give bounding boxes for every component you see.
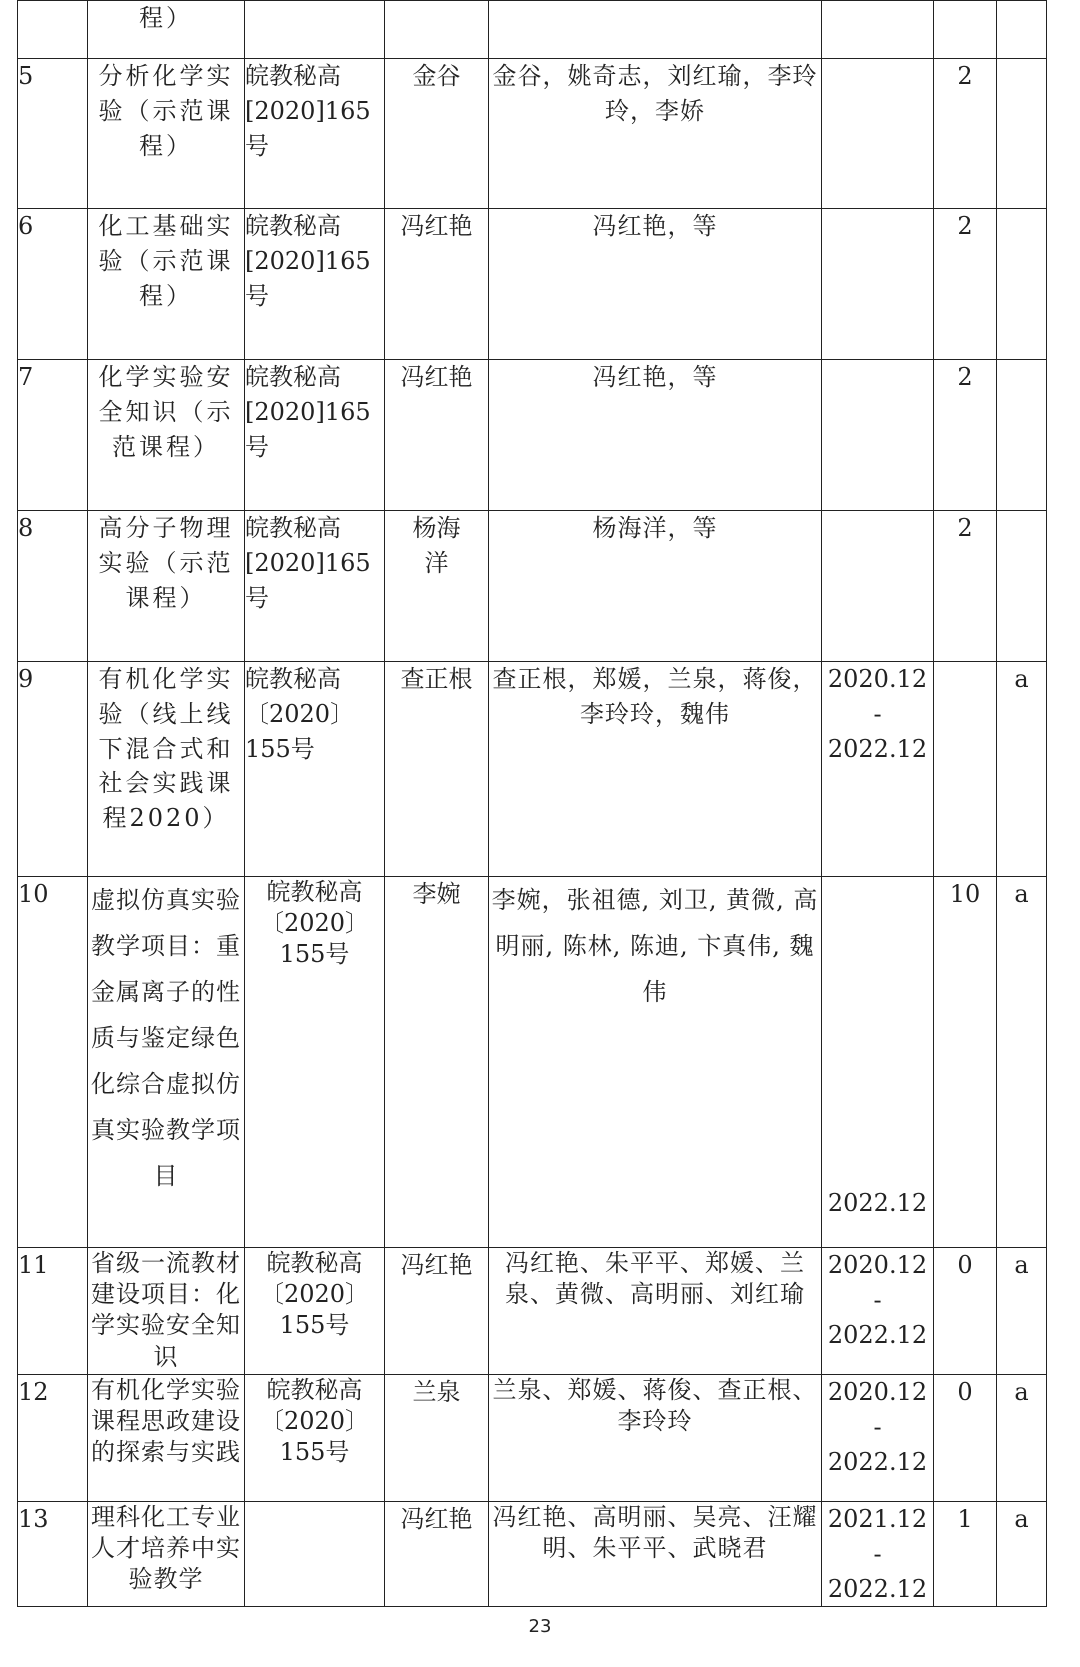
project-level: [997, 209, 1047, 360]
project-members: 冯红艳、朱平平、郑媛、兰泉、黄微、高明丽、刘红瑜: [489, 1248, 822, 1375]
project-level: a: [997, 1248, 1047, 1375]
table-row: [18, 360, 1047, 511]
project-leader: 兰泉: [385, 1375, 489, 1502]
project-leader: 金谷: [385, 59, 489, 209]
project-period: [822, 662, 934, 877]
period-end: 2022.12: [827, 734, 928, 763]
document-number: [245, 1, 385, 59]
row-number: 11: [18, 1248, 88, 1375]
project-leader: 冯红艳: [385, 1248, 489, 1375]
row-number: 12: [18, 1375, 88, 1502]
project-level: a: [997, 877, 1047, 1248]
period-separator: -: [873, 699, 882, 728]
row-number: 6: [18, 209, 88, 360]
table-row: [18, 1375, 1047, 1502]
project-name: 省级一流教材建设项目：化学实验安全知识: [88, 1248, 245, 1375]
period-start: 2020.12: [827, 1378, 928, 1406]
document-number: 皖教秘高〔2020〕155号: [245, 877, 385, 1248]
project-count: 2: [934, 511, 997, 662]
project-members: 冯红艳，等: [489, 209, 822, 360]
project-members: 杨海洋，等: [489, 511, 822, 662]
document-number: 皖教秘高〔2020〕155号: [245, 1375, 385, 1502]
period-start: 2020.12: [827, 665, 928, 693]
row-number: 8: [18, 511, 88, 662]
project-period: [822, 209, 934, 360]
table-row: [18, 877, 1047, 1248]
project-period: [822, 59, 934, 209]
table-row: [18, 662, 1047, 877]
period-start: 2021.12: [827, 1505, 928, 1533]
document-number: 皖教秘高[2020]165号: [245, 209, 385, 360]
project-count: 10: [934, 877, 997, 1248]
table-row: [18, 1502, 1047, 1607]
project-level: a: [997, 1375, 1047, 1502]
project-leader: 冯红艳: [385, 360, 489, 511]
period-end: 2022.12: [827, 1320, 928, 1349]
project-count: [934, 1, 997, 59]
project-leader: 查正根: [385, 662, 489, 877]
period-separator: -: [873, 1285, 882, 1314]
project-level: [997, 1, 1047, 59]
document-number: 皖教秘高〔2020〕155号: [245, 662, 385, 877]
project-leader: 冯红艳: [385, 209, 489, 360]
row-number: 10: [18, 877, 88, 1248]
project-members: [489, 1, 822, 59]
document-number: 皖教秘高〔2020〕155号: [245, 1248, 385, 1375]
project-members: 查正根，郑媛，兰泉，蒋俊，李玲玲，魏伟: [489, 662, 822, 877]
row-number: [18, 1, 88, 59]
project-members: 冯红艳，等: [489, 360, 822, 511]
document-number: 皖教秘高[2020]165号: [245, 360, 385, 511]
project-period: [822, 1248, 934, 1375]
project-period: [822, 877, 934, 1248]
table-row: [18, 209, 1047, 360]
row-number: 5: [18, 59, 88, 209]
table-row: [18, 511, 1047, 662]
project-members: 兰泉、郑媛、蒋俊、查正根、李玲玲: [489, 1375, 822, 1502]
projects-table: [17, 0, 1047, 1607]
project-level: a: [997, 1502, 1047, 1607]
row-number: 9: [18, 662, 88, 877]
project-count: 2: [934, 59, 997, 209]
project-count: [934, 662, 997, 877]
project-level: a: [997, 662, 1047, 877]
project-name: 有机化学实验课程思政建设的探索与实践: [88, 1375, 245, 1502]
project-leader: [385, 1, 489, 59]
project-period: [822, 360, 934, 511]
project-period: [822, 1, 934, 59]
period-end: 2022.12: [827, 1447, 928, 1476]
document-number: 皖教秘高[2020]165号: [245, 59, 385, 209]
project-leader: 杨海洋: [385, 511, 489, 662]
table-row: [18, 1, 1047, 59]
project-count: 1: [934, 1502, 997, 1607]
project-period: [822, 1502, 934, 1607]
table-row: [18, 59, 1047, 209]
period-end: 2022.12: [827, 1189, 928, 1218]
project-period: [822, 511, 934, 662]
table-row: [18, 1248, 1047, 1375]
document-number: 皖教秘高[2020]165号: [245, 511, 385, 662]
project-name: 高分子物理实验（示范课程）: [88, 511, 245, 662]
document-number: [245, 1502, 385, 1607]
project-period: [822, 1375, 934, 1502]
project-name: 化学实验安全知识（示范课程）: [88, 360, 245, 511]
project-members: 冯红艳、高明丽、吴亮、汪耀明、朱平平、武晓君: [489, 1502, 822, 1607]
project-name: 有机化学实验（线上线下混合式和社会实践课程2020）: [88, 662, 245, 877]
project-level: [997, 360, 1047, 511]
row-number: 13: [18, 1502, 88, 1607]
project-members: 李婉，张祖德, 刘卫, 黄微, 高明丽, 陈林, 陈迪, 卞真伟, 魏伟: [489, 877, 822, 1248]
project-count: 2: [934, 360, 997, 511]
project-count: 0: [934, 1375, 997, 1502]
project-count: 0: [934, 1248, 997, 1375]
page-number: 23: [528, 1616, 552, 1637]
project-members: 金谷，姚奇志，刘红瑜，李玲玲，李娇: [489, 59, 822, 209]
project-level: [997, 59, 1047, 209]
project-name: 理科化工专业人才培养中实验教学: [88, 1502, 245, 1607]
project-name: 虚拟仿真实验教学项目：重金属离子的性质与鉴定绿色化综合虚拟仿真实验教学项目: [88, 877, 245, 1248]
period-end: 2022.12: [827, 1574, 928, 1603]
project-leader: 李婉: [385, 877, 489, 1248]
period-start: 2020.12: [827, 1251, 928, 1279]
project-count: 2: [934, 209, 997, 360]
period-separator: -: [873, 1539, 882, 1568]
row-number: 7: [18, 360, 88, 511]
project-level: [997, 511, 1047, 662]
project-name: 程）: [88, 1, 245, 59]
project-name: 分析化学实验（示范课程）: [88, 59, 245, 209]
period-separator: -: [873, 1412, 882, 1441]
project-name: 化工基础实验（示范课程）: [88, 209, 245, 360]
project-leader: 冯红艳: [385, 1502, 489, 1607]
